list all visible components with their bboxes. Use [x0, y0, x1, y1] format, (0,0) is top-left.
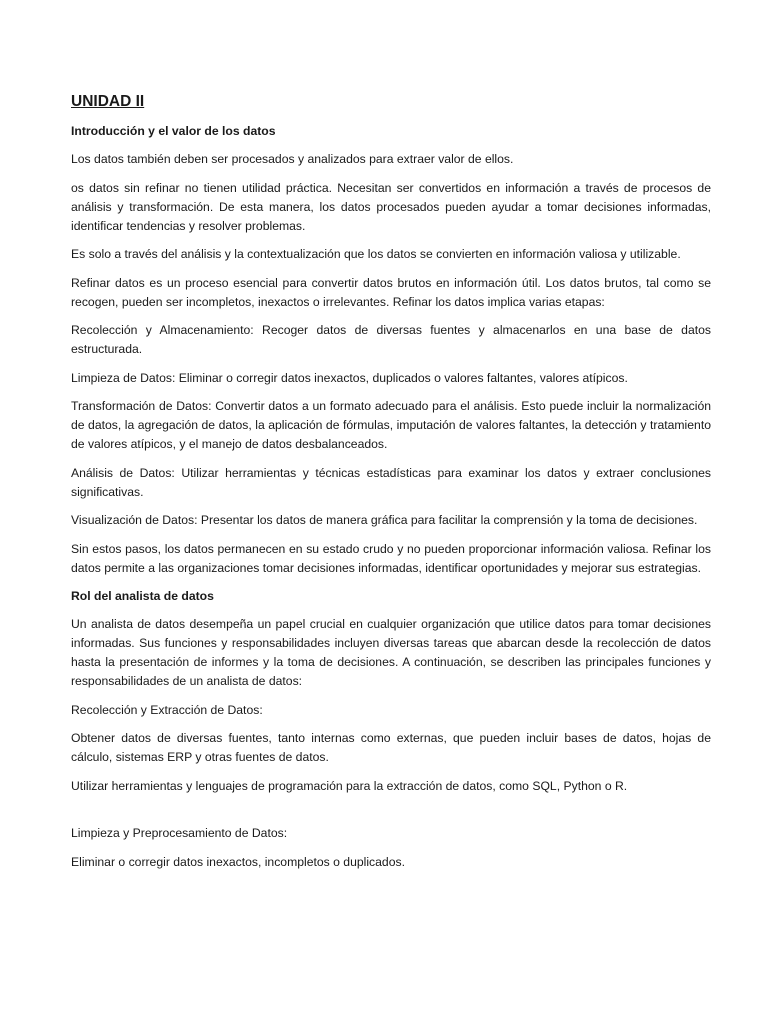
document-page — [71, 92, 711, 881]
paragraph: Eliminar o corregir datos inexactos, incompletos o duplicados. — [71, 854, 405, 869]
blank-line — [71, 805, 711, 824]
paragraph: Utilizar herramientas y lenguajes de programación para la extracción de datos, como SQL, Python o R. — [71, 778, 628, 793]
paragraph: Recolección y Almacenamiento: Recoger datos de diversas fuentes y almacenarlos en una base de datos estructurada. — [71, 323, 711, 356]
paragraph: Es solo a través del análisis y la contextualización que los datos se convierten en información valiosa y utilizable. — [71, 247, 681, 261]
paragraph: Limpieza de Datos: Eliminar o corregir datos inexactos, duplicados o valores faltantes, valores atípicos. — [71, 370, 628, 385]
paragraph: Transformación de Datos: Convertir datos a un formato adecuado para el análisis. Esto puede incluir la normalización de datos, la agregación de datos, la aplicación de fórmulas, imputación de valores faltantes, la detección y tratamiento de valores atípicos, y el manejo de datos desbalanceados. — [71, 399, 711, 451]
section-heading-analyst-role: Rol del analista de datos — [71, 589, 214, 603]
paragraph: Análisis de Datos: Utilizar herramientas y técnicas estadísticas para examinar los datos y extraer conclusiones significativas. — [71, 465, 711, 499]
paragraph: Los datos también deben ser procesados y analizados para extraer valor de ellos. — [71, 152, 514, 166]
paragraph: Sin estos pasos, los datos permanecen en su estado crudo y no pueden proporcionar información valiosa. Refinar los datos permite a las organizaciones tomar decisiones informadas, identificar oportunidades y mejorar sus estrategias. — [71, 541, 711, 575]
paragraph: Refinar datos es un proceso esencial para convertir datos brutos en información útil. Los datos brutos, tal como se recogen, pueden ser incompletos, inexactos o irrelevantes. Refinar los datos implica varias etapas: — [71, 275, 711, 309]
paragraph: Obtener datos de diversas fuentes, tanto internas como externas, que pueden incluir bases de datos, hojas de cálculo, sistemas ERP y otras fuentes de datos. — [71, 731, 711, 764]
section-heading-intro: Introducción y el valor de los datos — [71, 124, 276, 138]
paragraph: Limpieza y Preprocesamiento de Datos: — [71, 826, 288, 840]
paragraph: Un analista de datos desempeña un papel crucial en cualquier organización que utilice datos para tomar decisiones informadas. Sus funciones y responsabilidades incluyen diversas tareas que abarcan desde la recolección de datos hasta la presentación de informes y la toma de decisiones. A continuación, se describen las principales funciones y responsabilidades de un analista de datos: — [71, 617, 711, 688]
paragraph: Visualización de Datos: Presentar los datos de manera gráfica para facilitar la comprensión y la toma de decisiones. — [71, 513, 698, 527]
unit-title: UNIDAD II — [71, 93, 145, 110]
paragraph: os datos sin refinar no tienen utilidad práctica. Necesitan ser convertidos en información a través de procesos de análisis y transformación. De esta manera, los datos procesados pueden ayudar a tomar decisiones informadas, identificar tendencias y resolver problemas. — [71, 180, 711, 233]
paragraph: Recolección y Extracción de Datos: — [71, 702, 263, 717]
